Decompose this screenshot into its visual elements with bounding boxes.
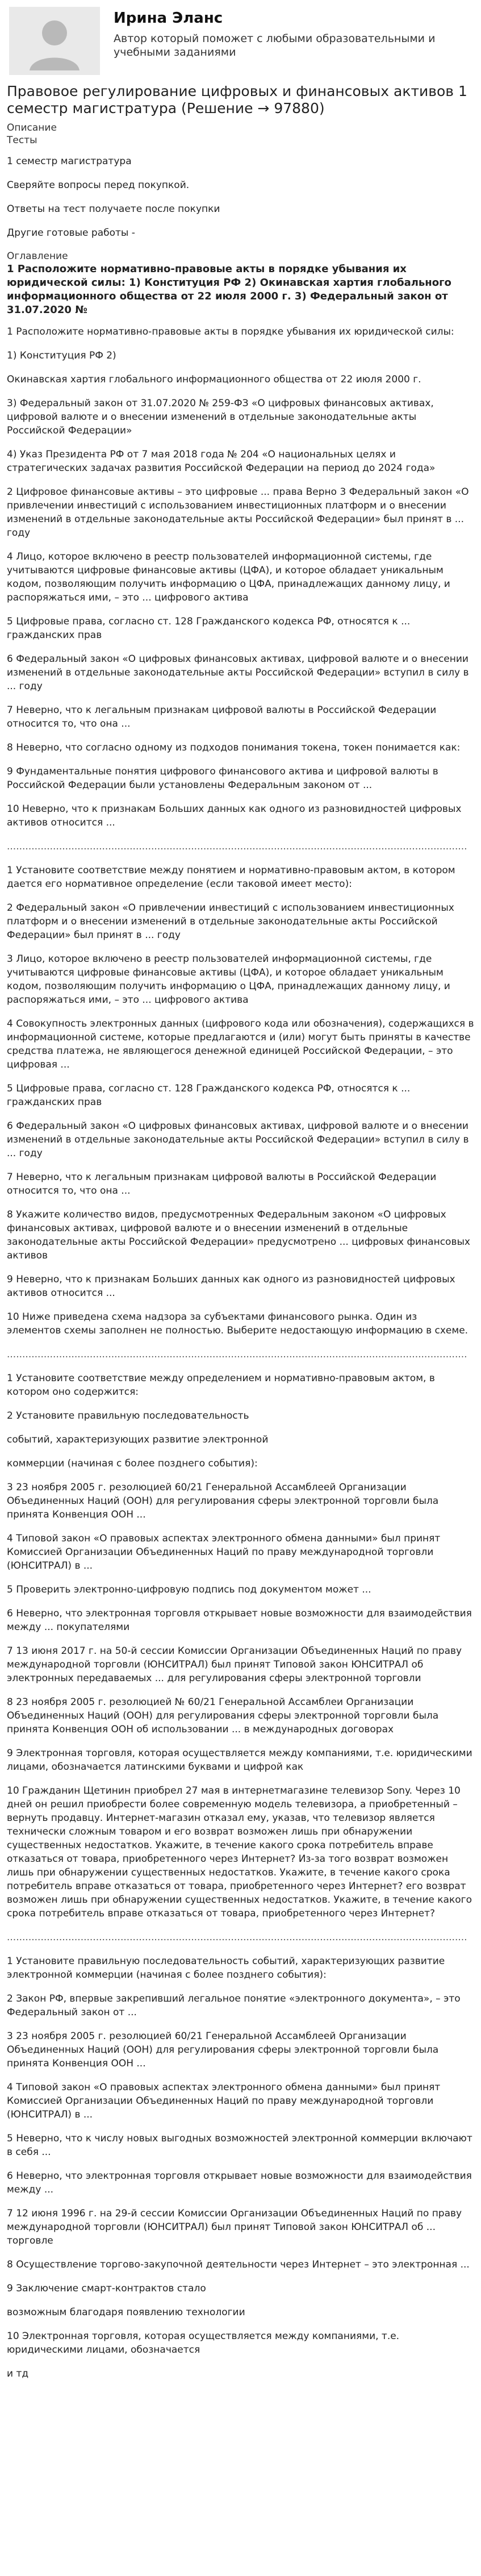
question-item: 7 12 июня 1996 г. на 29-й сессии Комиссии Организации Объединенных Наций по праву международной торговли (ЮНСИТРАЛ) был принят Типовой закон ЮНСИТРАЛ об ... торговле xyxy=(7,2208,462,2246)
question-item: 9 Заключение смарт-контрактов стало xyxy=(7,2283,206,2294)
page-title: Правовое регулирование цифровых и финансовых активов 1 семестр магистратура (Решение → 97880) xyxy=(7,83,467,116)
intro-block xyxy=(7,155,474,240)
tests-label: Тесты xyxy=(7,135,37,146)
question-item: 7 13 июня 2017 г. на 50-й сессии Комиссии Организации Объединенных Наций по праву международной торговли (ЮНСИТРАЛ) был принят Типовой закон ЮНСИТРАЛ об электронных передаваемых ... для регулирования сферы электронной торговли xyxy=(7,1645,462,1684)
question-item: 8 Укажите количество видов, предусмотренных Федеральным законом «О цифровых финансовых активах, цифровой валюте и о внесении изменений в отдельные законодательные акты Российской Федерации» предусмотрено ... цифровых финансовых активов xyxy=(7,1209,470,1261)
question-item: 1 Установите соответствие между определением и нормативно-правовым актом, в котором оно содержится: xyxy=(7,1373,435,1398)
question-item: 6 Неверно, что электронная торговля открывает новые возможности для взаимодействия между ... покупателями xyxy=(7,1608,472,1633)
question-item: 6 Федеральный закон «О цифровых финансовых активах, цифровой валюте и о внесении изменений в отдельные законодательные акты Российской Федерации» вступил в силу в ... году xyxy=(7,1120,469,1159)
section-separator: ...................................................................................................................................................... xyxy=(7,1349,467,1360)
question-item: 10 Неверно, что к признакам Больших данных как одного из разновидностей цифровых активов относится ... xyxy=(7,803,462,828)
question-section xyxy=(7,864,474,1337)
question-item: 4) Указ Президента РФ от 7 мая 2018 года № 204 «О национальных целях и стратегических задачах развития Российской Федерации на период до 2024 года» xyxy=(7,449,436,474)
question-item: 3) Федеральный закон от 31.07.2020 № 259-ФЗ «О цифровых финансовых активах, цифровой валюте и о внесении изменений в отдельные законодательные акты Российской Федерации» xyxy=(7,398,434,436)
question-item: 7 Неверно, что к легальным признакам цифровой валюты в Российской Федерации относится то, что она ... xyxy=(7,1172,437,1197)
question-item: 8 Осуществление торгово-закупочной деятельности через Интернет – это электронная ... xyxy=(7,2259,470,2270)
question-item: 10 Ниже приведена схема надзора за субъектами финансового рынка. Один из элементов схемы заполнен не полностью. Выберите недостающую информацию в схеме. xyxy=(7,1311,469,1336)
question-item: 8 Неверно, что согласно одному из подходов понимания токена, токен понимается как: xyxy=(7,742,461,753)
question-section xyxy=(7,1372,474,1920)
question-item: 7 Неверно, что к легальным признакам цифровой валюты в Российской Федерации относится то, что она ... xyxy=(7,705,437,730)
question-item: 5 Неверно, что к числу новых выгодных возможностей электронной коммерции включают в себя ... xyxy=(7,2133,472,2158)
section-separator: ...................................................................................................................................................... xyxy=(7,841,467,852)
intro-line: Ответы на тест получаете после покупки xyxy=(7,203,220,215)
avatar[interactable] xyxy=(9,7,100,75)
question-item: 1 Установите соответствие между понятием и нормативно-правовым актом, в котором дается его нормативное определение (если таковой имеет место): xyxy=(7,865,455,890)
author-description: Автор который поможет с любыми образовательными и учебными заданиями xyxy=(114,32,436,59)
question-item: событий, характеризующих развитие электронной xyxy=(7,1434,269,1445)
author-header xyxy=(0,0,481,80)
question-item: 6 Федеральный закон «О цифровых финансовых активах, цифровой валюте и о внесении изменений в отдельные законодательные акты Российской Федерации» вступил в силу в ... году xyxy=(7,653,469,692)
question-item: 9 Фундаментальные понятия цифрового финансового актива и цифровой валюты в Российской Федерации были установлены Федеральным законом от ... xyxy=(7,766,438,791)
intro-line: Другие готовые работы - xyxy=(7,227,135,239)
question-item: Окинавская хартия глобального информационного общества от 22 июля 2000 г. xyxy=(7,374,421,385)
question-item: возможным благодаря появлению технологии xyxy=(7,2307,245,2318)
intro-line: Сверяйте вопросы перед покупкой. xyxy=(7,180,190,191)
question-item: 2 Цифровое финансовые активы – это цифровые ... права Верно 3 Федеральный закон «О привлечении инвестиций с использованием инвестиционных платформ и о внесении изменений в отдельные законодательные акты Российской Федерации» был принят в ... году xyxy=(7,486,469,539)
question-item: 4 Совокупность электронных данных (цифрового кода или обозначения), содержащихся в информационной системе, которые предлагаются и (или) могут быть приняты в качестве средства платежа, не являющегося денежной единицей Российской Федерации, – это цифровая ... xyxy=(7,1018,474,1070)
question-item: 9 Электронная торговля, которая осуществляется между компаниями, т.е. юридическими лицами, обозначается латинскими буквами и цифрой как xyxy=(7,1748,472,1773)
question-item: 4 Типовой закон «О правовых аспектах электронного обмена данными» был принят Комиссией Организации Объединенных Наций по праву международной торговли (ЮНСИТРАЛ) в ... xyxy=(7,1533,441,1572)
question-item: 2 Федеральный закон «О привлечении инвестиций с использованием инвестиционных платформ и о внесении изменений в отдельные законодательные акты Российской Федерации» был принят в ... году xyxy=(7,902,454,941)
question-item: 5 Цифровые права, согласно ст. 128 Гражданского кодекса РФ, относятся к ... гражданских прав xyxy=(7,1083,411,1108)
question-item: 1 Установите правильную последовательность событий, характеризующих развитие электронной коммерции (начиная с более позднего события): xyxy=(7,1956,445,1981)
question-item: 3 23 ноября 2005 г. резолюцией 60/21 Генеральной Ассамблеей Организации Объединенных Наций (ООН) для регулирования сферы электронной торговли была принята Конвенция ООН ... xyxy=(7,2031,439,2069)
question-item: 9 Неверно, что к признакам Больших данных как одного из разновидностей цифровых активов относится ... xyxy=(7,1274,455,1299)
question-item: коммерции (начиная с более позднего события): xyxy=(7,1458,258,1469)
tail-text: и тд xyxy=(7,2368,29,2379)
question-item: 3 Лицо, которое включено в реестр пользователей информационной системы, где учитываются цифровые финансовые активы (ЦФА), и которое обладает уникальным кодом, позволяющим получить информацию о ЦФА, принадлежащих данному лицу, и распоряжаться ими, – это ... цифрового актива xyxy=(7,953,450,1006)
question-item: 4 Лицо, которое включено в реестр пользователей информационной системы, где учитываются цифровые финансовые активы (ЦФА), и которое обладает уникальным кодом, позволяющим получить информацию о ЦФА, принадлежащих данному лицу, и распоряжаться ими, – это ... цифрового актива xyxy=(7,551,450,603)
question-section xyxy=(7,325,474,830)
question-item: 1 Расположите нормативно-правовые акты в порядке убывания их юридической силы: xyxy=(7,326,454,337)
work-content xyxy=(0,83,481,2381)
question-item: 10 Электронная торговля, которая осуществляется между компаниями, т.е. юридическими лицами, обозначается xyxy=(7,2331,400,2356)
toc-label: Оглавление xyxy=(7,251,68,262)
question-item: 10 Гражданин Щетинин приобрел 27 мая в интернетмагазине телевизор Sony. Через 10 дней он решил приобрести более современную модель телевизора, а приобретенный – вернуть продавцу. Интернет-магазин отказал ему, указав, что телевизор является технически сложным товаром и его возврат возможен лишь при обнаружении существенных недостатков. Укажите, в течение какого срока потребитель вправе отказаться от товара, приобретенного через Интернет? Из-за того возврат возможен лишь при обнаружении существенных недостатков. Укажите, в течение какого срока потребитель вправе отказаться от товара, приобретенного через Интернет? его возврат возможен лишь при обнаружении существенных недостатков. Укажите, в течение какого срока потребитель вправе отказаться от товара, приобретенного через Интернет? xyxy=(7,1785,472,1919)
question-section xyxy=(7,1954,474,2357)
question-item: 5 Цифровые права, согласно ст. 128 Гражданского кодекса РФ, относятся к ... гражданских прав xyxy=(7,616,411,641)
description-label: Описание xyxy=(7,122,57,134)
section-separator: ...................................................................................................................................................... xyxy=(7,1932,467,1943)
question-item: 2 Закон РФ, впервые закрепивший легальное понятие «электронного документа», – это Федеральный закон от ... xyxy=(7,1993,461,2018)
question-item: 5 Проверить электронно-цифровую подпись под документом может ... xyxy=(7,1584,371,1595)
toc-heading: 1 Расположите нормативно-правовые акты в порядке убывания их юридической силы: 1) Конституция РФ 2) Окинавская хартия глобального информационного общества от 22 июля 2000 г. 3) Федеральный закон от 31.07.2020 № xyxy=(7,263,451,316)
question-item: 3 23 ноября 2005 г. резолюцией 60/21 Генеральной Ассамблеей Организации Объединенных Наций (ООН) для регулирования сферы электронной торговли была принята Конвенция ООН ... xyxy=(7,1482,439,1520)
question-item: 4 Типовой закон «О правовых аспектах электронного обмена данными» был принят Комиссией Организации Объединенных Наций по праву международной торговли (ЮНСИТРАЛ) в ... xyxy=(7,2082,441,2120)
intro-line: 1 семестр магистратура xyxy=(7,156,132,167)
question-item: 6 Неверно, что электронная торговля открывает новые возможности для взаимодействия между ... xyxy=(7,2170,472,2195)
author-name[interactable]: Ирина Эланс xyxy=(114,10,223,27)
author-info xyxy=(114,7,472,59)
question-sections xyxy=(7,325,474,2357)
question-item: 8 23 ноября 2005 г. резолюцией № 60/21 Генеральной Ассамблеи Организации Объединенных Наций (ООН) для регулирования сферы электронной торговли была принята Конвенция ООН об использовании ... в международных договорах xyxy=(7,1697,439,1735)
question-item: 2 Установите правильную последовательность xyxy=(7,1410,249,1422)
question-item: 1) Конституция РФ 2) xyxy=(7,350,116,361)
